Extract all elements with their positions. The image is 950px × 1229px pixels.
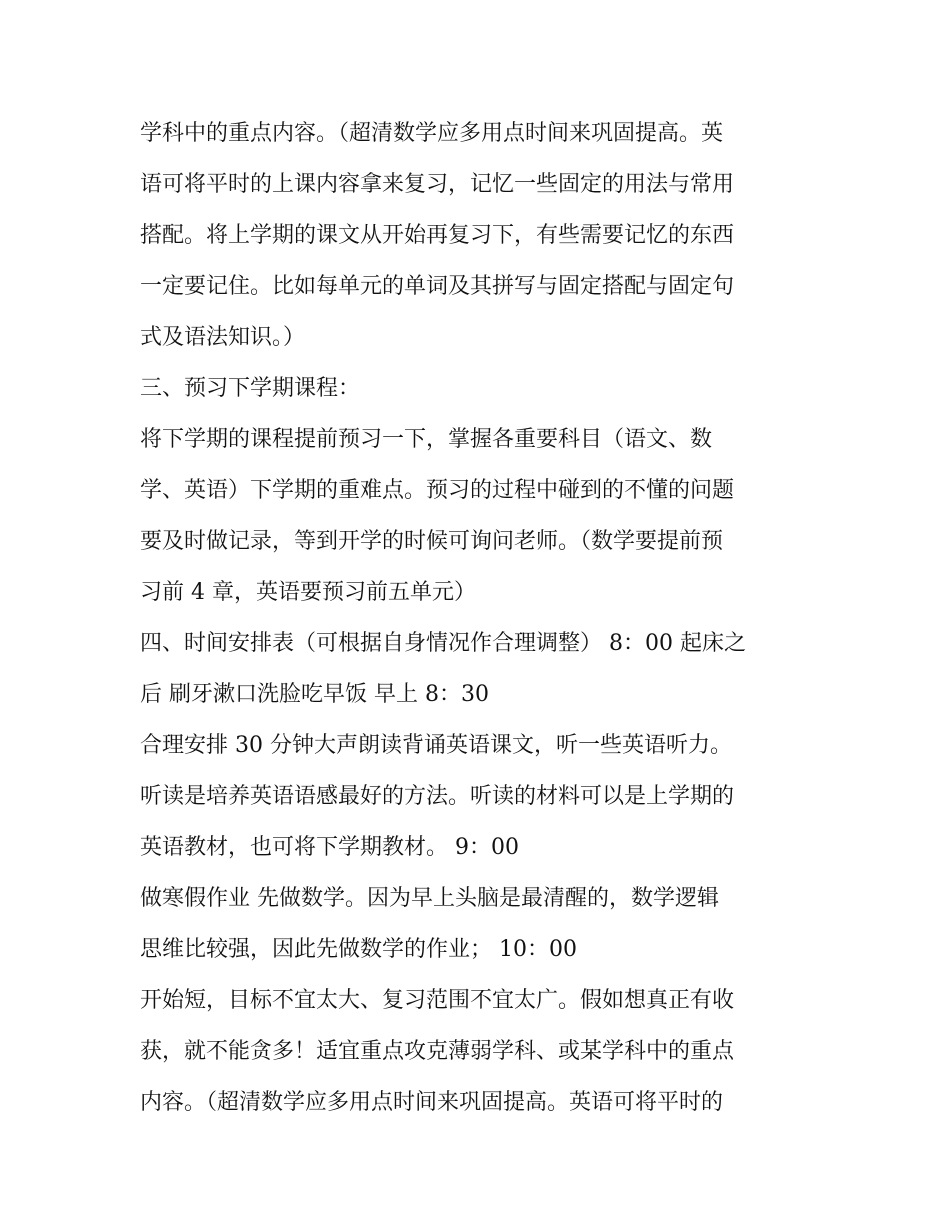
- text-line: 语可将平时的上课内容拿来复习，记忆一些固定的用法与常用: [140, 172, 735, 197]
- text-line: 将下学期的课程提前预习一下，掌握各重要科目（语文、数: [140, 427, 713, 452]
- text-line: 听读是培养英语语感最好的方法。听读的材料可以是上学期的: [140, 784, 735, 809]
- text-line: 习前 4 章，英语要预习前五单元）: [140, 580, 476, 605]
- text-line: 搭配。将上学期的课文从开始再复习下，有些需要记忆的东西: [140, 223, 735, 248]
- text-line: 获，就不能贪多！适宜重点攻克薄弱学科、或某学科中的重点: [140, 1039, 735, 1064]
- text-line: 开始短，目标不宜太大、复习范围不宜太广。假如想真正有收: [140, 988, 735, 1013]
- text-line: 内容。（超清数学应多用点时间来巩固提高。英语可将平时的: [140, 1090, 724, 1115]
- section-heading: 三、预习下学期课程：: [140, 376, 361, 401]
- text-line: 英语教材，也可将下学期教材。 9：00: [140, 835, 519, 860]
- text-line: 式及语法知识。）: [140, 325, 306, 350]
- text-line: 思维比较强，因此先做数学的作业； 10：00: [140, 937, 577, 962]
- text-line: 一定要记住。比如每单元的单词及其拼写与固定搭配与固定句: [140, 274, 735, 299]
- text-line: 要及时做记录，等到开学的时候可询问老师。（数学要提前预: [140, 529, 724, 554]
- document-body: [140, 108, 820, 1128]
- text-line: 学、英语）下学期的重难点。预习的过程中碰到的不懂的问题: [140, 478, 735, 503]
- section-heading: 四、时间安排表（可根据自身情况作合理调整） 8：00 起床之: [140, 631, 746, 656]
- text-line: 做寒假作业 先做数学。因为早上头脑是最清醒的，数学逻辑: [140, 886, 719, 911]
- text-line: 学科中的重点内容。（超清数学应多用点时间来巩固提高。英: [140, 121, 724, 146]
- text-line: 后 刷牙漱口洗脸吃早饭 早上 8：30: [140, 682, 489, 707]
- text-line: 合理安排 30 分钟大声朗读背诵英语课文，听一些英语听力。: [140, 733, 732, 758]
